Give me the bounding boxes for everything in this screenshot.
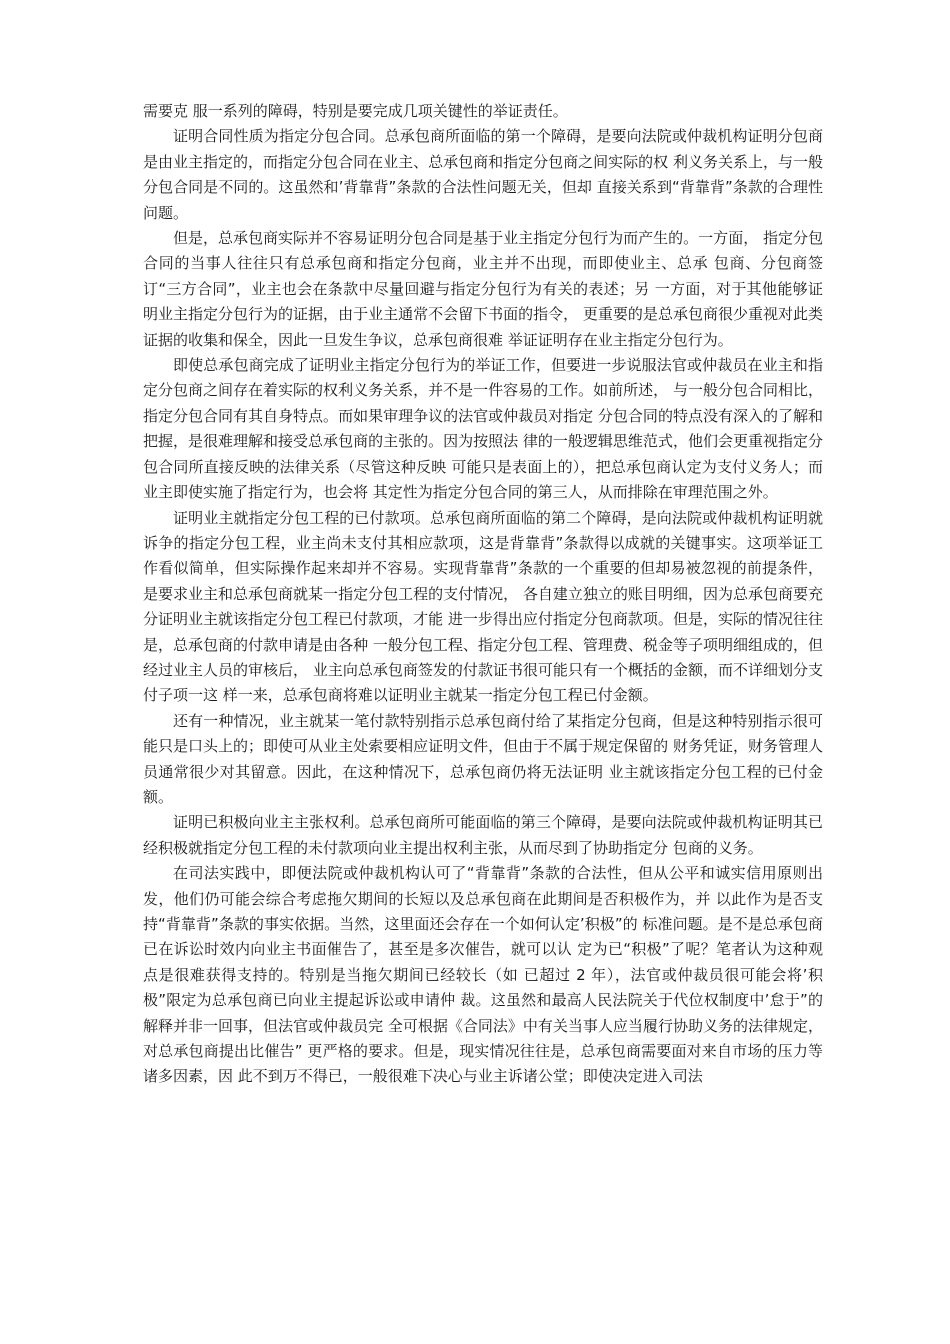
- paragraph-1: 需要克 服一系列的障碍，特别是要完成几项关键性的举证责任。: [143, 102, 568, 120]
- paragraph-7: 证明已积极向业主主张权利。总承包商所可能面临的第三个障碍，是要向法院或仲裁机构证明其已经积极就指定分包工程的未付款项向业主提出权利主张，从而尽到了协助指定分 包商的义务。: [143, 813, 823, 857]
- paragraph-4: 即使总承包商完成了证明业主指定分包行为的举证工作，但要进一步说服法官或仲裁员在业主和指定分包商之间存在着实际的权利义务关系，并不是一件容易的工作。如前所述， 与一般分包合同相比，指定分包合同有其自身特点。而如果审理争议的法官或仲裁员对指定 分包合同的特点没有深入的了解和把握，是很难理解和接受总承包商的主张的。因为按照法 律的一般逻辑思维范式，他们会更重视指定分包合同所直接反映的法律关系（尽管这种反映 可能只是表面上的），把总承包商认定为支付义务人；而业主即使实施了指定行为，也会将 其定性为指定分包合同的第三人，从而排除在审理范围之外。: [143, 356, 823, 502]
- paragraph-3: 但是，总承包商实际并不容易证明分包合同是基于业主指定分包行为而产生的。一方面， 指定分包合同的当事人往往只有总承包商和指定分包商，业主并不出现，而即使业主、总承 包商、分包商签订“三方合同”，业主也会在条款中尽量回避与指定分包行为有关的表述；另 一方面，对于其他能够证明业主指定分包行为的证据，由于业主通常不会留下书面的指令， 更重要的是总承包商很少重视对此类证据的收集和保全，因此一旦发生争议，总承包商很难 举证证明存在业主指定分包行为。: [143, 229, 823, 349]
- paragraph-6: 还有一种情况，业主就某一笔付款特别指示总承包商付给了某指定分包商，但是这种特别指示很可能只是口头上的；即使可从业主处索要相应证明文件，但由于不属于规定保留的 财务凭证，财务管理人员通常很少对其留意。因此，在这种情况下，总承包商仍将无法证明 业主就该指定分包工程的已付金额。: [143, 711, 823, 806]
- paragraph-2: 证明合同性质为指定分包合同。总承包商所面临的第一个障碍，是要向法院或仲裁机构证明分包商是由业主指定的，而指定分包合同在业主、总承包商和指定分包商之间实际的权 利义务关系上，与一般分包合同是不同的。这虽然和’背靠背”条款的合法性问题无关，但却 直接关系到“背靠背”条款的合理性问题。: [143, 127, 823, 222]
- paragraph-5: 证明业主就指定分包工程的已付款项。总承包商所面临的第二个障碍，是向法院或仲裁机构证明就诉争的指定分包工程，业主尚未支付其相应款项，这是背靠背”条款得以成就的关键事实。这项举证工作看似简单，但实际操作起来却并不容易。实现背靠背”条款的一个重要的但却易被忽视的前提条件，是要求业主和总承包商就某一指定分包工程的支付情况， 各自建立独立的账目明细，因为总承包商要充分证明业主就该指定分包工程已付款项，才能 进一步得出应付指定分包商款项。但是，实际的情况往往是，总承包商的付款申请是由各种 一般分包工程、指定分包工程、管理费、税金等子项明细组成的，但经过业主人员的审核后， 业主向总承包商签发的付款证书很可能只有一个概括的金额，而不详细划分支付子项一这 样一来，总承包商将难以证明业主就某一指定分包工程已付金额。: [143, 508, 823, 705]
- paragraph-8: 在司法实践中，即便法院或仲裁机构认可了“背靠背”条款的合法性，但从公平和诚实信用原则出发，他们仍可能会综合考虑拖欠期间的长短以及总承包商在此期间是否积极作为，并 以此作为是否支持“背靠背”条款的事实依据。当然，这里面还会存在一个如何认定’积极”的 标准问题。是不是总承包商已在诉讼时效内向业主书面催告了，甚至是多次催告，就可以认 定为已“积极”了呢？笔者认为这种观点是很难获得支持的。特别是当拖欠期间已经较长（如 已超过 2 年），法官或仲裁员很可能会将’积极”限定为总承包商已向业主提起诉讼或申请仲 裁。这虽然和最高人民法院关于代位权制度中’怠于”的解释并非一回事，但法官或仲裁员完 全可根据《合同法》中有关当事人应当履行协助义务的法律规定，对总承包商提出比催告” 更严格的要求。但是，现实情况往往是，总承包商需要面对来自市场的压力等诸多因素，因 此不到万不得已，一般很难下决心与业主诉诸公堂；即使决定进入司法: [143, 864, 823, 1086]
- document-body: [143, 99, 823, 1090]
